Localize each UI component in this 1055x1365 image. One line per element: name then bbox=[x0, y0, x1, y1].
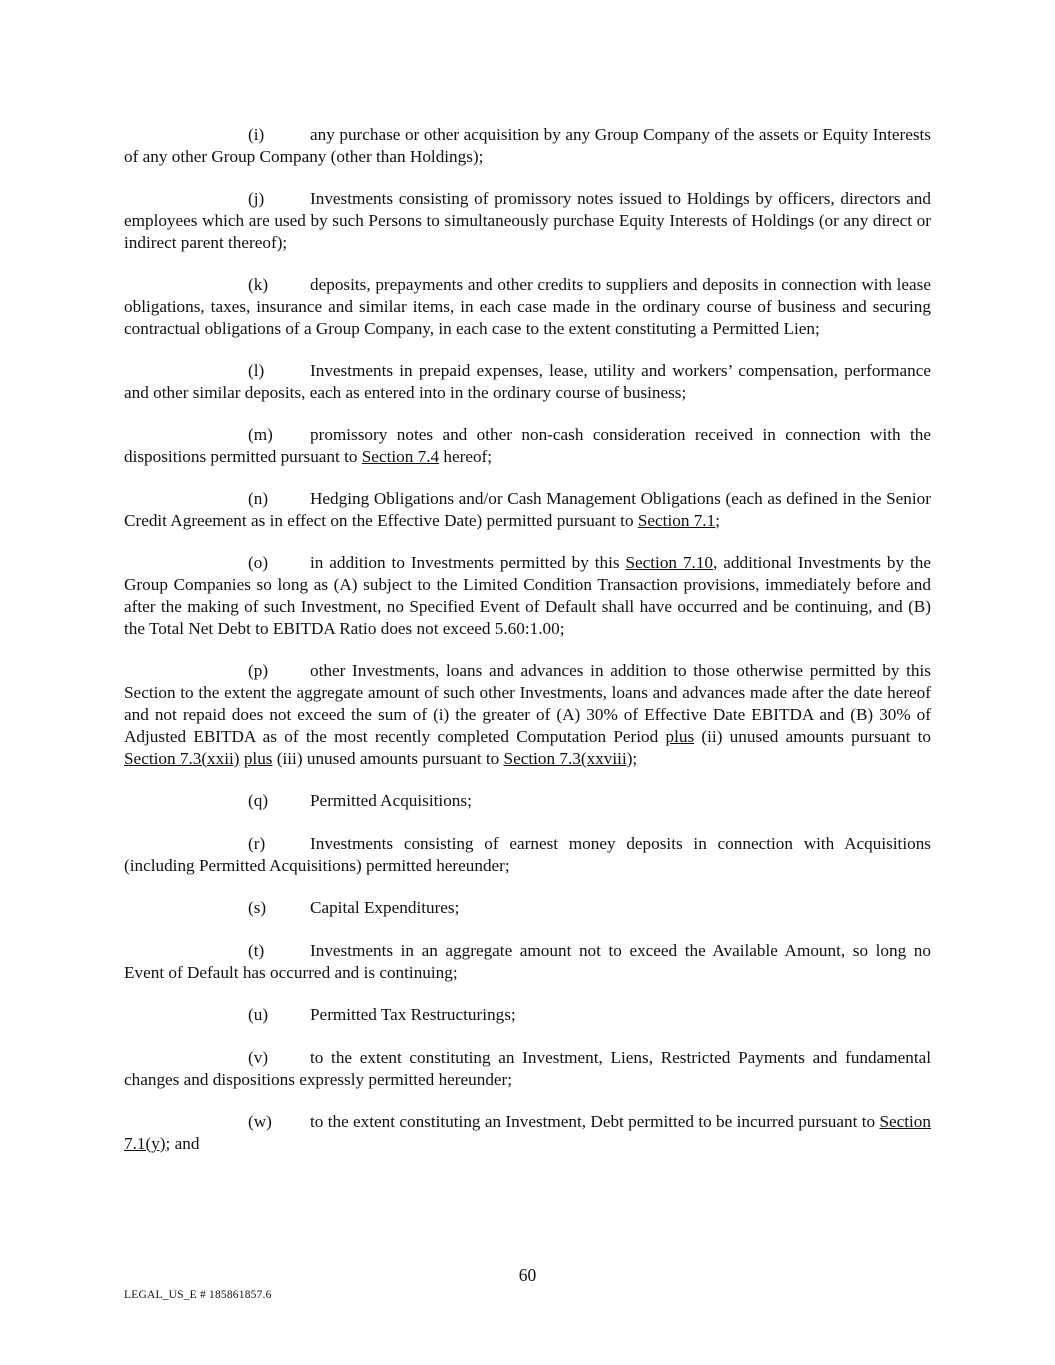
clause-text: Investments in an aggregate amount not to exceed the Available Amount, so long no Event of Default has occurred and is continuing; bbox=[124, 941, 931, 982]
clause-label: (t) bbox=[248, 941, 265, 960]
section-reference: plus bbox=[665, 727, 695, 746]
clause-text: Investments consisting of earnest money deposits in connection with Acquisitions (including Permitted Acquisitions) permitted hereunder; bbox=[124, 834, 931, 875]
clause-text: any purchase or other acquisition by any Group Company of the assets or Equity Interests of any other Group Company (other than Holdings); bbox=[124, 125, 931, 166]
document-id: LEGAL_US_E # 185861857.6 bbox=[124, 1289, 272, 1301]
clause-paragraph bbox=[124, 790, 931, 812]
clause-paragraph bbox=[124, 124, 931, 168]
section-reference: Section 7.3(xxviii); bbox=[503, 749, 638, 768]
clause-paragraph bbox=[124, 1047, 931, 1091]
clause-label: (m) bbox=[248, 425, 273, 444]
clause-text: ; bbox=[715, 511, 720, 530]
clause-label: (l) bbox=[248, 361, 265, 380]
section-reference: plus bbox=[243, 749, 273, 768]
clause-paragraph bbox=[124, 660, 931, 770]
clause-label: (q) bbox=[248, 791, 269, 810]
clause-text: hereof; bbox=[439, 447, 493, 466]
clause-paragraph bbox=[124, 1111, 931, 1155]
clause-text: Capital Expenditures; bbox=[310, 898, 460, 917]
section-reference: Section 7.1(y) bbox=[124, 1112, 931, 1153]
clause-text: Hedging Obligations and/or Cash Management Obligations (each as defined in the Senior Credit Agreement as in effect on the Effective Date) permitted pursuant to bbox=[124, 489, 931, 530]
clause-text: Investments in prepaid expenses, lease, utility and workers’ compensation, performance and other similar deposits, each as entered into in the ordinary course of business; bbox=[124, 361, 931, 402]
clause-text: Investments consisting of promissory notes issued to Holdings by officers, directors and employees which are used by such Persons to simultaneously purchase Equity Interests of Holdings (or any direct or indirect parent thereof); bbox=[124, 189, 931, 252]
document-body bbox=[124, 124, 931, 1175]
clause-label: (w) bbox=[248, 1112, 272, 1131]
clause-paragraph bbox=[124, 488, 931, 532]
clause-paragraph bbox=[124, 188, 931, 254]
clause-paragraph bbox=[124, 552, 931, 640]
clause-text: deposits, prepayments and other credits to suppliers and deposits in connection with lease obligations, taxes, insurance and similar items, in each case made in the ordinary course of business and securing contractual obligations of a Group Company, in each case to the extent constituting a Permitted Lien; bbox=[124, 275, 931, 338]
clause-label: (u) bbox=[248, 1005, 269, 1024]
clause-text: (ii) unused amounts pursuant to bbox=[694, 727, 931, 746]
clause-text: promissory notes and other non-cash consideration received in connection with the dispositions permitted pursuant to bbox=[124, 425, 931, 466]
clause-paragraph bbox=[124, 897, 931, 919]
page-number: 60 bbox=[518, 1265, 537, 1285]
clause-text: to the extent constituting an Investment, Liens, Restricted Payments and fundamental changes and dispositions expressly permitted hereunder; bbox=[124, 1048, 931, 1089]
section-reference: Section 7.3(xxii) bbox=[124, 749, 240, 768]
clause-text: to the extent constituting an Investment, Debt permitted to be incurred pursuant to bbox=[310, 1112, 880, 1131]
clause-paragraph bbox=[124, 424, 931, 468]
clause-label: (p) bbox=[248, 661, 269, 680]
clause-label: (v) bbox=[248, 1048, 269, 1067]
clause-text: other Investments, loans and advances in addition to those otherwise permitted by this Section to the extent the aggregate amount of such other Investments, loans and advances made after the date hereof and not repaid does not exceed the sum of (i) the greater of (A) 30% of Effective Date EBITDA and (B) 30% of Adjusted EBITDA as of the most recently completed Computation Period bbox=[124, 661, 931, 746]
section-reference: Section 7.10 bbox=[625, 553, 714, 572]
clause-paragraph bbox=[124, 1004, 931, 1026]
clause-label: (i) bbox=[248, 125, 265, 144]
clause-label: (k) bbox=[248, 275, 269, 294]
section-reference: Section 7.4 bbox=[361, 447, 440, 466]
clause-paragraph bbox=[124, 274, 931, 340]
clause-text: , additional Investments by the Group Companies so long as (A) subject to the Limited Condition Transaction provisions, immediately before and after the making of such Investment, no Specified Event of Default shall have occurred and be continuing, and (B) the Total Net Debt to EBITDA Ratio does not exceed 5.60:1.00; bbox=[124, 553, 931, 638]
clause-paragraph bbox=[124, 833, 931, 877]
clause-label: (r) bbox=[248, 834, 266, 853]
clause-label: (j) bbox=[248, 189, 265, 208]
clause-text: Permitted Tax Restructurings; bbox=[310, 1005, 516, 1024]
clause-text: Permitted Acquisitions; bbox=[310, 791, 472, 810]
clause-text: in addition to Investments permitted by this bbox=[310, 553, 626, 572]
clause-paragraph bbox=[124, 940, 931, 984]
clause-label: (s) bbox=[248, 898, 267, 917]
clause-paragraph bbox=[124, 360, 931, 404]
section-reference: Section 7.1 bbox=[637, 511, 716, 530]
clause-text: ; and bbox=[165, 1134, 200, 1153]
clause-label: (o) bbox=[248, 553, 269, 572]
clause-label: (n) bbox=[248, 489, 269, 508]
clause-text: (iii) unused amounts pursuant to bbox=[272, 749, 504, 768]
